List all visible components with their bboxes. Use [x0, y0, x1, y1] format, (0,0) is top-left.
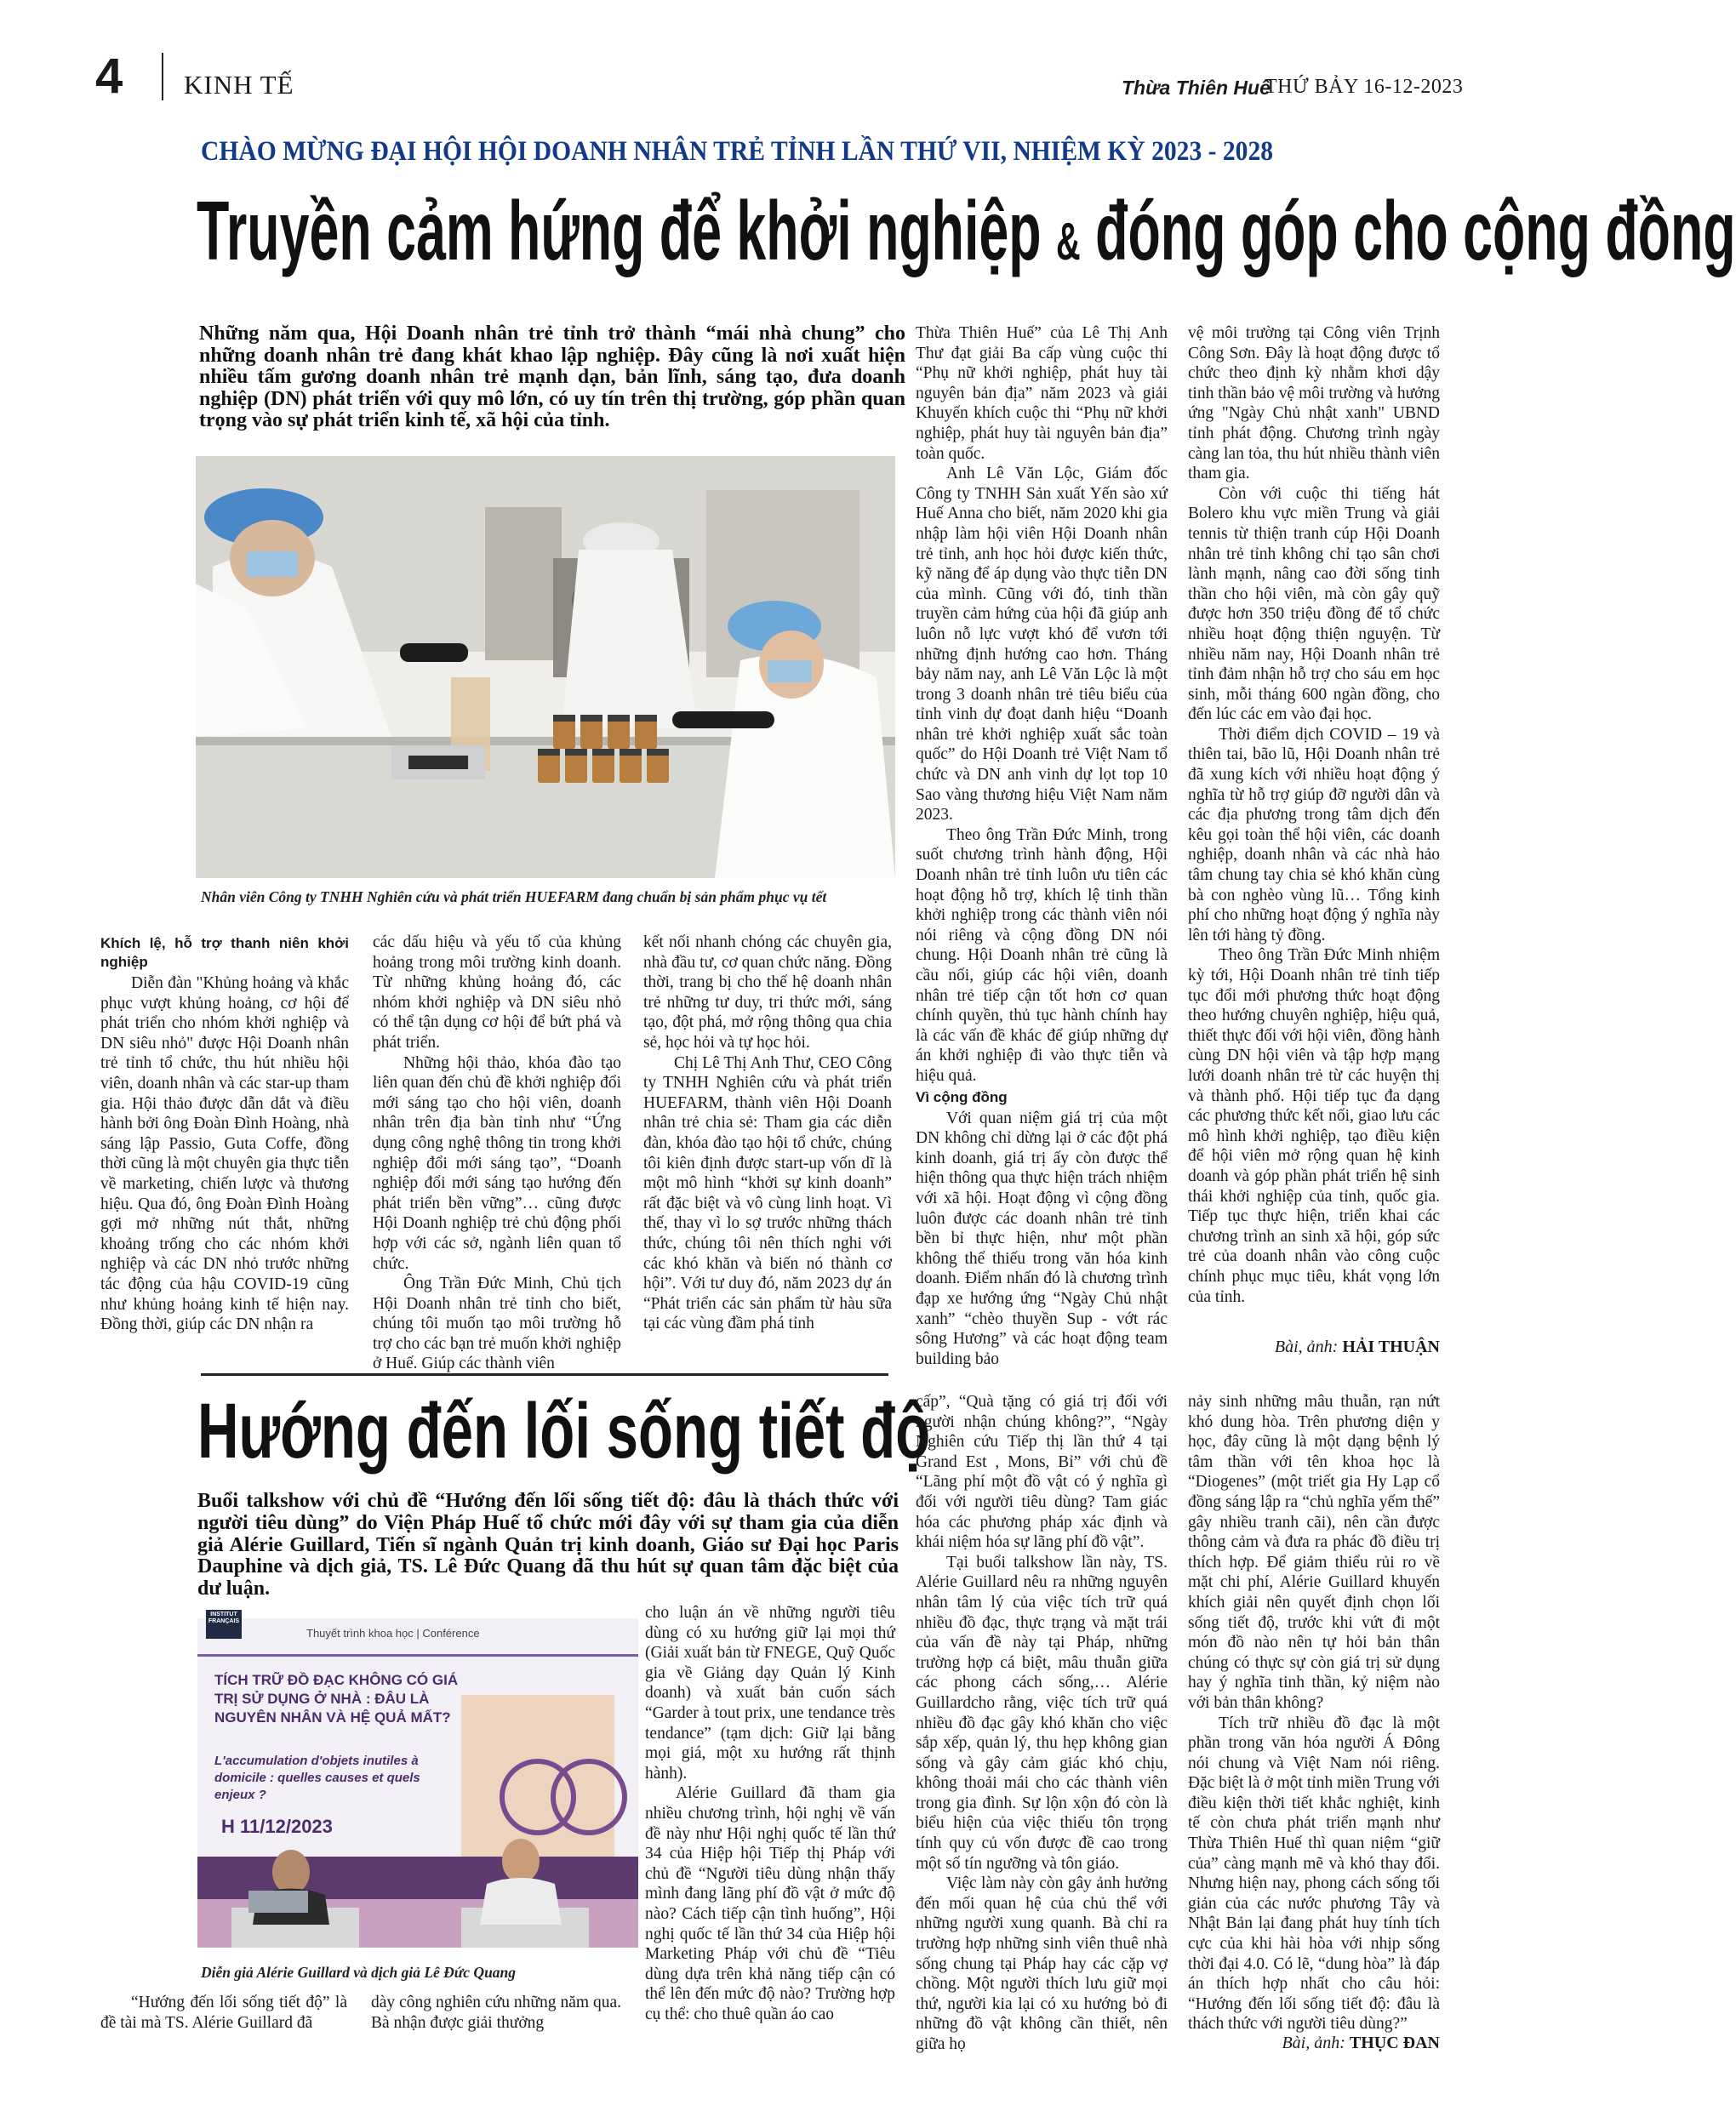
article-divider — [201, 1373, 888, 1376]
paragraph: Theo ông Trần Đức Minh, trong suốt chương trình hành động, Hội Doanh nhân trẻ tỉnh luôn ưu tiên các hoạt động hỗ trợ, khích lệ tinh thần khởi nghiệp trong các thành viên nói nói riêng và cộng đồng DN nói chung. Hội Doanh nhân trẻ cũng là cầu nối, giúp các hội viên, doanh nhân trẻ tiếp cận tốt hơn cơ quan chính quyền, thủ tục hành chính hay là các vấn đề khác để giúp những dự án khởi nghiệp đi vào thực tiễn và hiệu quả. — [916, 825, 1168, 1085]
article2-title: Hướng đến lối sống tiết độ — [197, 1388, 931, 1475]
photo1-caption: Nhân viên Công ty TNHH Nghiên cứu và phát triển HUEFARM đang chuẩn bị sản phẩm phục vụ tết — [201, 888, 827, 905]
paragraph: Với quan niệm giá trị của một DN không chỉ dừng lại ở các đột phá kinh doanh, giá trị ấy còn được thể hiện thông qua thực hiện trách nhiệm với xã hội. Hoạt động vì cộng đồng luôn được các doanh nhân trẻ tỉnh bền bỉ thực hiện, như một phần không thể thiếu trong văn hóa kinh doanh. Điểm nhấn đó là chương trình đạp xe hướng ứng “Ngày Chủ nhật xanh” “chèo thuyền Sup - vớt rác sông Hương” và các hoạt động team building bảo — [916, 1109, 1168, 1368]
paragraph: Những hội thảo, khóa đào tạo liên quan đến chủ đề khởi nghiệp đổi mới sáng tạo cho hội viên, doanh nhân trên địa bàn tỉnh như “Ứng dụng công nghệ thông tin trong khởi nghiệp đổi mới sáng tạo”, “Doanh nghiệp đổi mới sáng tạo hướng đến phát triển bền vững”… cũng được Hội Doanh nghiệp trẻ chủ động phối hợp với các sở, ngành liên quan tổ chức. — [373, 1053, 621, 1273]
article1-credit — [1188, 1338, 1440, 1357]
paragraph: Chị Lê Thị Anh Thư, CEO Công ty TNHH Nghiên cứu và phát triển HUEFARM, thành viên Hội Doanh nhân trẻ chia sẻ: Tham gia các diễn đàn, khóa đào tạo hội tổ chức, chúng tôi kiên định được start-up vốn dĩ là một mô hình “khởi sự kinh doanh” rất đặc biệt và vô cùng linh hoạt. Vì thế, thay vì lo sợ trước những thách thức, chúng tôi nên thích nghi với các khó khăn và biến nó thành cơ hội”. Với tư duy đó, năm 2023 dự án “Phát triển các sản phẩm từ hàu sữa tại các vùng đầm phá tỉnh — [643, 1053, 892, 1333]
credit-name: HẢI THUẬN — [1342, 1338, 1440, 1356]
article2-col5 — [1188, 1392, 1440, 2034]
banner-top: Thuyết trình khoa học | Conférence — [306, 1627, 480, 1640]
article1-col4 — [916, 323, 1168, 1369]
subhead-community: Vì cộng đồng — [916, 1088, 1008, 1105]
paragraph: dày công nghiên cứu những năm qua. Bà nhận được giải thưởng — [371, 1994, 621, 2032]
section-name: KINH TẾ — [184, 70, 294, 100]
paragraph: Diễn đàn "Khủng hoảng và khắc phục vượt khủng hoảng, cơ hội để phát triển cho nhóm khởi nghiệp và DN siêu nhỏ" được Hội Doanh nhân trẻ tỉnh tổ chức, thu hút nhiều hội viên, doanh nhân và các star-up tham gia. Hội thảo được dẫn dắt và điều hành bởi ông Đoàn Đình Hoàng, nhà sáng lập Passio, Guta Coffe, đồng thời cũng là một chuyên gia thực tiễn về marketing, chiến lược và thương hiệu. Qua đó, ông Đoàn Đình Hoàng gợi mở những nút thắt, những khoảng trống cho các nhóm khởi nghiệp và các DN nhỏ trước những tác động của hậu COVID-19 cũng như khủng hoảng kinh tế hiện nay. Đồng thời, giúp các DN nhận ra — [100, 974, 349, 1334]
paragraph: Tại buổi talkshow lần này, TS. Alérie Guillard nêu ra những nguyên nhân tâm lý của việc tích trữ quá nhiều đồ đạc, thực trạng và mặt trái của vấn đề này tại Pháp, những trường hợp cá biệt, mâu thuẫn giữa các phong cách sống,… Alérie Guillardcho rằng, việc tích trữ quá nhiều đồ đạc gây khó khăn cho việc sắp xếp, quản lý, thu hẹp không gian sống và gây cảm giác khó chịu, không thoải mái cho các thành viên trong gia đình. Sự lộn xộn đó còn là biểu hiện của việc thiếu tôn trọng tính quy củ vốn được đề cao trong một số tín ngưỡng và tôn giáo. — [916, 1553, 1168, 1873]
paragraph: cấp”, “Quà tặng có giá trị đối với người nhận chúng không?”, “Ngày Nghiên cứu Tiếp thị lần thứ 4 tại Grand Est , Mons, Bỉ” với chủ đề “Lãng phí một đồ vật có ý nghĩa gì đối với người tiêu dùng? Tam giác hóa các phương pháp xác định và khái niệm hóa sự lãng phí đồ vật”. — [916, 1393, 1168, 1552]
title-part-b: đóng góp cho cộng đồng — [1095, 184, 1736, 277]
if-logo: INSTITUT FRANÇAIS — [208, 1612, 240, 1624]
paragraph: Còn với cuộc thi tiếng hát Bolero khu vực miền Trung và giải tennis từ thiện tranh cúp Hội Doanh nhân trẻ tỉnh không chỉ tạo sân chơi lành mạnh, nâng cao đời sống tinh thần cho hội viên, mà còn gây quỹ được hơn 350 triệu đồng để tổ chức nhiều hoạt động thiện nguyện. Từ nhiều năm nay, Hội Doanh nhân trẻ tỉnh đảm nhận hỗ trợ cho sáu em học sinh, mỗi tháng 600 ngàn đồng, cho đến lúc các em vào đại học. — [1188, 484, 1440, 724]
article1-col1 — [100, 933, 349, 1335]
slide-date: H 11/12/2023 — [221, 1816, 333, 1837]
subhead-encourage: Khích lệ, hỗ trợ thanh niên khởi nghiệp — [100, 935, 349, 970]
lab-photo-illustration — [196, 456, 895, 878]
title-part-a: Truyền cảm hứng để khởi nghiệp — [197, 184, 1042, 277]
slide-fr: L'accumulation d'objets inutiles à domicile : quelles causes et quels enjeux ? — [214, 1754, 420, 1802]
header-divider — [162, 53, 163, 100]
credit-name: THỤC ĐAN — [1349, 2034, 1440, 2052]
article1-col5 — [1188, 323, 1440, 1307]
issue-date: THỨ BẢY 16-12-2023 — [1265, 76, 1464, 98]
paragraph: Việc làm này còn gây ảnh hưởng đến mối quan hệ của chủ thể với những người xung quanh. Bà chỉ ra trường hợp những sinh viên thuê nhà sống chung tại Pháp hay các cặp vợ chồng. Một người thích lưu giữ mọi thứ, người kia lại có xu hướng bỏ đi những đồ vật không cần thiết, nên giữa họ — [916, 1874, 1168, 2053]
paragraph: Ông Trần Đức Minh, Chủ tịch Hội Doanh nhân trẻ tỉnh cho biết, chúng tôi muốn tạo môi trường hỗ trợ cho các bạn trẻ muốn khởi nghiệp ở Huế. Giúp các thành viên — [373, 1275, 621, 1373]
paper-name: Thừa Thiên Huế — [1122, 77, 1271, 99]
article2-col3 — [645, 1603, 895, 2024]
credit-label: Bài, ảnh: — [1282, 2034, 1345, 2052]
paragraph: cho luận án về những người tiêu dùng có xu hướng giữ lại mọi thứ (Giải xuất bản từ FNEGE, Quỹ Quốc gia về Giảng dạy Quản lý Kinh doanh) và xuất bản cuốn sách “Garder à tout prix, une tendance très tendance” (tạm dịch: Giữ lại bằng mọi giá, một xu hướng rất thịnh hành). — [645, 1604, 895, 1783]
article1-col2 — [373, 933, 621, 1374]
paragraph: Theo ông Trần Đức Minh nhiệm kỳ tới, Hội Doanh nhân trẻ tỉnh tiếp tục đổi mới phương thức hoạt động theo hướng chuyên nghiệp, hiệu quả, thiết thực đối với hội viên, đồng hành cùng DN hội viên và tập hợp mạng lưới doanh nhân trẻ từ các huyện thị và thành phố. Hội tiếp tục đa dạng các phương thức kết nối, giao lưu các mô hình khởi nghiệp, tạo điều kiện để hội viên mở rộng quan hệ kinh doanh và góp phần phát triển hệ sinh thái khởi nghiệp của tỉnh, quốc gia. Tiếp tục thực hiện, triển khai các chương trình an sinh xã hội, góp sức trẻ của doanh nhân vào công cuộc chính phục mục tiêu, khát vọng lớn của tỉnh. — [1188, 946, 1440, 1306]
paragraph: Thừa Thiên Huế” của Lê Thị Anh Thư đạt giải Ba cấp vùng cuộc thi “Phụ nữ khởi nghiệp, phát huy tài nguyên bản địa” năm 2023 và giải Khuyến khích cuộc thi “Phụ nữ khởi nghiệp, phát huy tài nguyên bản địa” toàn quốc. — [916, 324, 1168, 463]
article2-lead: Buổi talkshow với chủ đề “Hướng đến lối sống tiết độ: đâu là thách thức với người tiêu dùng” do Viện Pháp Huế tổ chức mới đây với sự tham gia của diễn giả Alérie Guillard, Tiến sĩ ngành Quản trị kinh doanh, Giáo sư Đại học Paris Dauphine và dịch giả, TS. Lê Đức Quang đã thu hút sự quan tâm đặc biệt của dư luận. — [197, 1490, 899, 1600]
page-number: 4 — [95, 48, 123, 104]
paragraph: Alérie Guillard đã tham gia nhiều chương trình, hội nghị về vấn đề này như Hội nghị quốc tế lần thứ 34 của Hiệp hội Tiếp thị Pháp với chủ đề “Người tiêu dùng nhận thấy mình đang lãng phí đồ vật ở mức độ nào? Cách tiếp cận tình huống”, Hội nghị quốc tế lần thứ 34 của Hiệp hội Marketing Pháp với chủ đề “Tiêu dùng dựa trên khả năng tiếp cận có thể lên đến mức độ nào? Trường hợp cụ thể: cho thuê quần áo cao — [645, 1784, 895, 2023]
paragraph: Anh Lê Văn Lộc, Giám đốc Công ty TNHH Sản xuất Yến sào xứ Huế Anna cho biết, năm 2020 khi gia nhập làm hội viên Hội Doanh nhân trẻ tỉnh, anh học hỏi được kiến thức, kỹ năng để áp dụng vào thực tiễn DN của mình. Cũng với đó, tinh thần truyền cảm hứng của hội đã giúp anh luôn nỗ lực vượt khó để vươn tới những định hướng cao hơn. Tháng bảy năm nay, anh Lê Văn Lộc là một trong 3 doanh nhân trẻ tiêu biểu của tỉnh vinh dự đoạt danh hiệu “Doanh nhân trẻ khởi nghiệp xuất sắc toàn quốc” do Hội Doanh trẻ Việt Nam tổ chức và DN anh vinh dự lọt top 10 Sao vàng thương hiệu Việt Nam năm 2023. — [916, 465, 1168, 824]
paragraph: “Hướng đến lối sống tiết độ” là đề tài mà TS. Alérie Guillard đã — [100, 1994, 347, 2032]
article2-credit — [1188, 2034, 1440, 2053]
article1-col3 — [643, 933, 892, 1334]
credit-label: Bài, ảnh: — [1274, 1338, 1339, 1356]
article1-title — [197, 184, 1736, 289]
slide-title: TÍCH TRỮ ĐỒ ĐẠC KHÔNG CÓ GIÁ TRỊ SỬ DỤNG Ở NHÀ : ĐÂU LÀ NGUYÊN NHÂN VÀ HỆ QUẢ MẤT? — [214, 1672, 459, 1726]
paragraph: các dấu hiệu và yếu tố của khủng hoảng trong môi trường kinh doanh. Từ những khủng hoảng đó, các nhóm khởi nghiệp và DN siêu nhỏ có thể tận dụng cơ hội để bứt phá và phát triển. — [373, 933, 621, 1052]
paragraph: Tích trữ nhiều đồ đạc là một phần trong văn hóa người Á Đông nói chung và Việt Nam nói riêng. Đặc biệt là ở một tỉnh miền Trung với điều kiện thời tiết khắc nghiệt, kinh tế còn chưa phát triển mạnh như Thừa Thiên Huế thì quan niệm “giữ của” càng mạnh mẽ và khó thay đổi. Nhưng hiện nay, phong cách sống tối giản của các nước phương Tây và Nhật Bản lại đang phát huy tính tích cực của khi hài hòa với nhịp sống thời đại 4.0. Có lẽ, “dung hòa” là đáp án thích hợp nhất cho câu hỏi: “Hướng đến lối sống tiết độ: đâu là thách thức với người tiêu dùng?” — [1188, 1714, 1440, 2034]
paragraph: nảy sinh những mâu thuẫn, rạn nứt khó dung hòa. Trên phương diện y học, đây cũng là một dạng bệnh lý tâm thần với tên khoa học là “Diogenes” (một triết gia Hy Lạp cổ đồng sáng lập ra “chủ nghĩa yếm thế” gây nhiều tranh cãi), nên cần được thông cảm và đưa ra phác đồ điều trị thích hợp. Để giảm thiểu rủi ro về mặt chi phí, Alérie Guillard khuyến khích giải nên quyết định chọn lối sống tiết độ, trước khi vứt đi một món đồ nào nên tự hỏi bản thân chúng có thực sự còn giá trị sử dụng hay ý nghĩa tinh thần, kỷ niệm nào với bản thân không? — [1188, 1393, 1440, 1712]
paragraph: Thời điểm dịch COVID – 19 và thiên tai, bão lũ, Hội Doanh nhân trẻ đã xung kích với nhiều hoạt động ý nghĩa từ hỗ trợ giúp đỡ người dân và các địa phương trong tâm dịch đến kêu gọi toàn thể hội viên, các doanh nghiệp, doanh nhân và các nhà hảo tâm chung tay chia sẻ khó khăn cùng bà con nghèo vùng lũ… Tổng kinh phí cho những hoạt động ý nghĩa này lên tới hàng tỷ đồng. — [1188, 725, 1440, 944]
paragraph: kết nối nhanh chóng các chuyên gia, nhà đầu tư, cơ quan chức năng. Đồng thời, trang bị cho thế hệ doanh nhân trẻ những tư duy, tri thức mới, sáng tạo, đột phá, mở rộng thông qua chia sẻ, học hỏi và tự học hỏi. — [643, 933, 892, 1052]
article2-col1 — [100, 1993, 347, 2033]
article1-lead: Những năm qua, Hội Doanh nhân trẻ tỉnh trở thành “mái nhà chung” cho những doanh nhân trẻ đang khát khao lập nghiệp. Đây cũng là nơi xuất hiện nhiều tấm gương doanh nhân trẻ mạnh dạn, bản lĩnh, sáng tạo, đưa doanh nghiệp (DN) phát triển với quy mô lớn, có uy tín trên thị trường, góp phần quan trọng vào sự phát triển kinh tế, xã hội của tỉnh. — [199, 322, 905, 431]
photo-talkshow — [197, 1601, 638, 1948]
photo-huefarm — [196, 456, 895, 878]
kicker: CHÀO MỪNG ĐẠI HỘI HỘI DOANH NHÂN TRẺ TỈNH LẦN THỨ VII, NHIỆM KỲ 2023 - 2028 — [201, 136, 1274, 167]
title-amp: & — [1056, 213, 1081, 271]
photo2-caption: Diễn giả Alérie Guillard và dịch giả Lê Đức Quang — [201, 1964, 517, 1981]
paragraph: vệ môi trường tại Công viên Trịnh Công Sơn. Đây là hoạt động được tổ chức theo định kỳ nhằm khơi dậy tinh thần bảo vệ môi trường và hưởng ứng "Ngày Chủ nhật xanh" UBND tỉnh phát động. Chương trình ngày càng lan tỏa, thu hút nhiều thành viên tham gia. — [1188, 324, 1440, 483]
article2-col2 — [371, 1993, 621, 2033]
article2-col4 — [916, 1392, 1168, 2055]
